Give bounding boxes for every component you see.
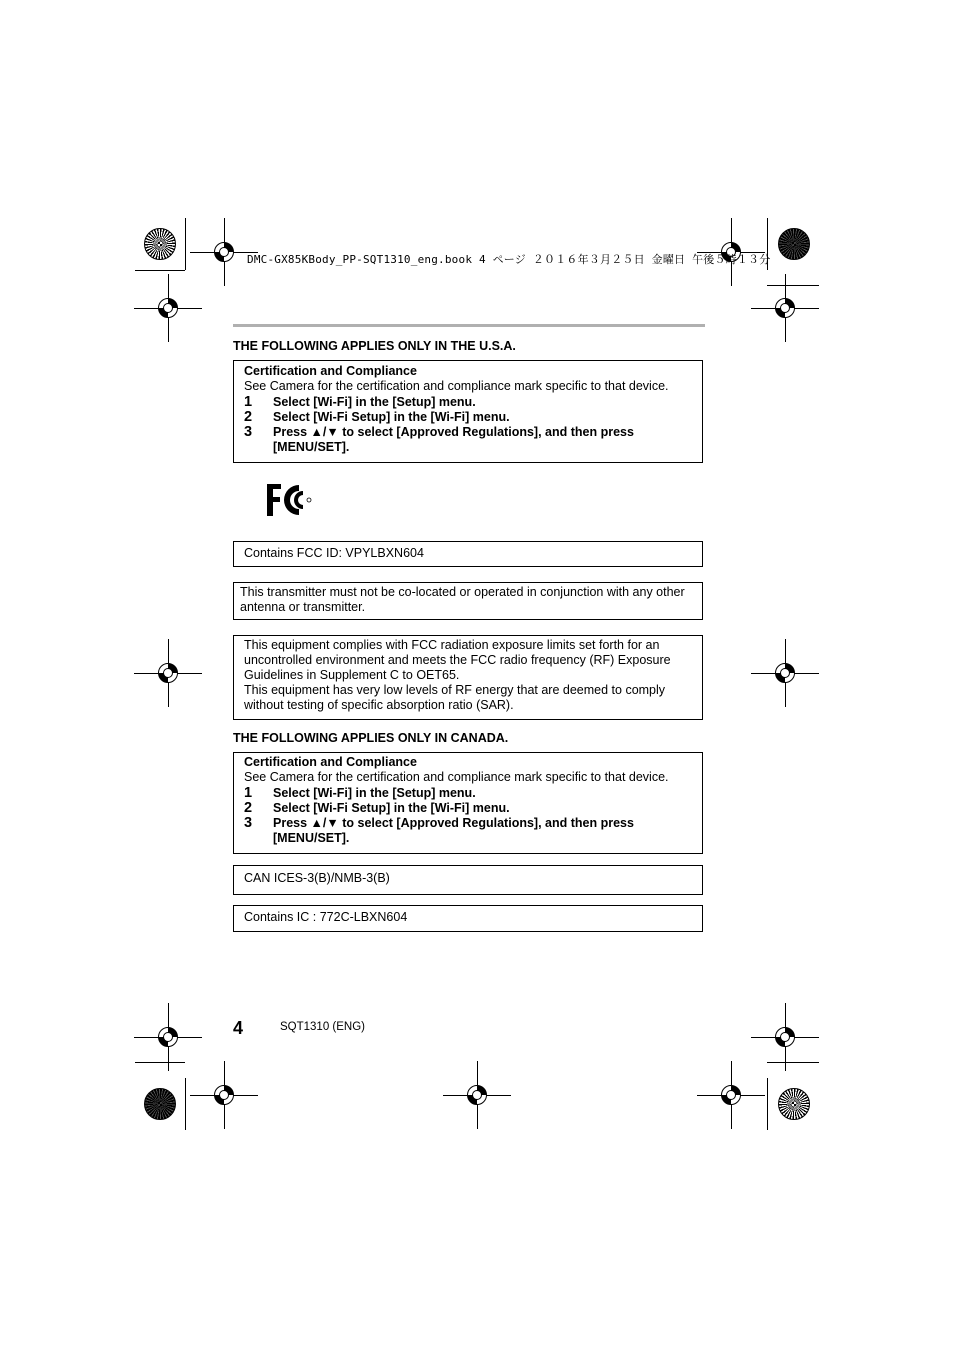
step-item [244, 425, 692, 455]
transmitter-box [233, 582, 703, 620]
registration-mark-icon [224, 252, 225, 253]
color-target-icon [144, 228, 176, 260]
print-info-header: DMC-GX85KBody_PP-SQT1310_eng.book 4 ページ ２０１６年３月２５日 金曜日 午後５時１３分 [247, 253, 771, 266]
step-text: Select [Wi-Fi Setup] in the [Wi-Fi] menu. [273, 410, 510, 424]
ic-id-text: Contains IC : 772C-LBXN604 [244, 910, 408, 924]
registration-mark-icon [168, 308, 169, 309]
rf-sar-text: This equipment has very low levels of RF energy that are deemed to comply without testing of specific absorption ratio (SAR). [244, 683, 666, 712]
step-item [244, 395, 692, 410]
color-target-icon [778, 228, 810, 260]
usa-certification-box [233, 360, 703, 463]
step-number: 1 [244, 394, 253, 410]
step-item [244, 816, 692, 846]
step-number: 2 [244, 800, 253, 816]
ic-id-box [233, 905, 703, 932]
step-item [244, 410, 692, 425]
step-number: 2 [244, 409, 253, 425]
top-rule [233, 324, 705, 327]
registration-mark-icon [731, 1095, 732, 1096]
cert-title: Certification and Compliance [244, 755, 417, 769]
transmitter-text: This transmitter must not be co-located or operated in conjunction with any other antenna or transmitter. [240, 585, 685, 614]
color-target-icon [778, 1088, 810, 1120]
step-text: Select [Wi-Fi Setup] in the [Wi-Fi] menu. [273, 801, 510, 815]
color-target-icon [144, 1088, 176, 1120]
registration-mark-icon [168, 673, 169, 674]
registration-mark-icon [785, 673, 786, 674]
step-item [244, 786, 692, 801]
step-text: Select [Wi-Fi] in the [Setup] menu. [273, 395, 476, 409]
step-text: Press ▲/▼ to select [Approved Regulations], and then press [MENU/SET]. [273, 425, 634, 454]
step-text: Select [Wi-Fi] in the [Setup] menu. [273, 786, 476, 800]
rf-exposure-text: This equipment complies with FCC radiation exposure limits set forth for an uncontrolled environment and meets the FCC radio frequency (RF) Exposure Guidelines in Supplement C to OET65. [244, 638, 671, 682]
step-number: 1 [244, 785, 253, 801]
cert-title: Certification and Compliance [244, 364, 417, 378]
fcc-id-box [233, 541, 703, 567]
registration-mark-icon [224, 1095, 225, 1096]
page-number: 4 [233, 1018, 244, 1038]
registration-mark-icon [785, 1037, 786, 1038]
registration-mark-icon [168, 1037, 169, 1038]
canada-certification-box [233, 752, 703, 854]
step-item [244, 801, 692, 816]
step-number: 3 [244, 424, 253, 440]
ices-box [233, 865, 703, 895]
step-number: 3 [244, 815, 253, 831]
canada-heading: THE FOLLOWING APPLIES ONLY IN CANADA. [233, 731, 509, 745]
rf-exposure-box [233, 635, 703, 720]
fcc-logo-icon [265, 482, 313, 518]
ices-text: CAN ICES-3(B)/NMB-3(B) [244, 871, 390, 885]
document-code: SQT1310 (ENG) [280, 1021, 365, 1033]
cert-description: See Camera for the certification and compliance mark specific to that device. [244, 770, 669, 784]
step-text: Press ▲/▼ to select [Approved Regulations], and then press [MENU/SET]. [273, 816, 634, 845]
usa-heading: THE FOLLOWING APPLIES ONLY IN THE U.S.A. [233, 339, 516, 353]
cert-description: See Camera for the certification and compliance mark specific to that device. [244, 379, 669, 393]
registration-mark-icon [477, 1095, 478, 1096]
registration-mark-icon [785, 308, 786, 309]
fcc-id-text: Contains FCC ID: VPYLBXN604 [244, 546, 424, 560]
